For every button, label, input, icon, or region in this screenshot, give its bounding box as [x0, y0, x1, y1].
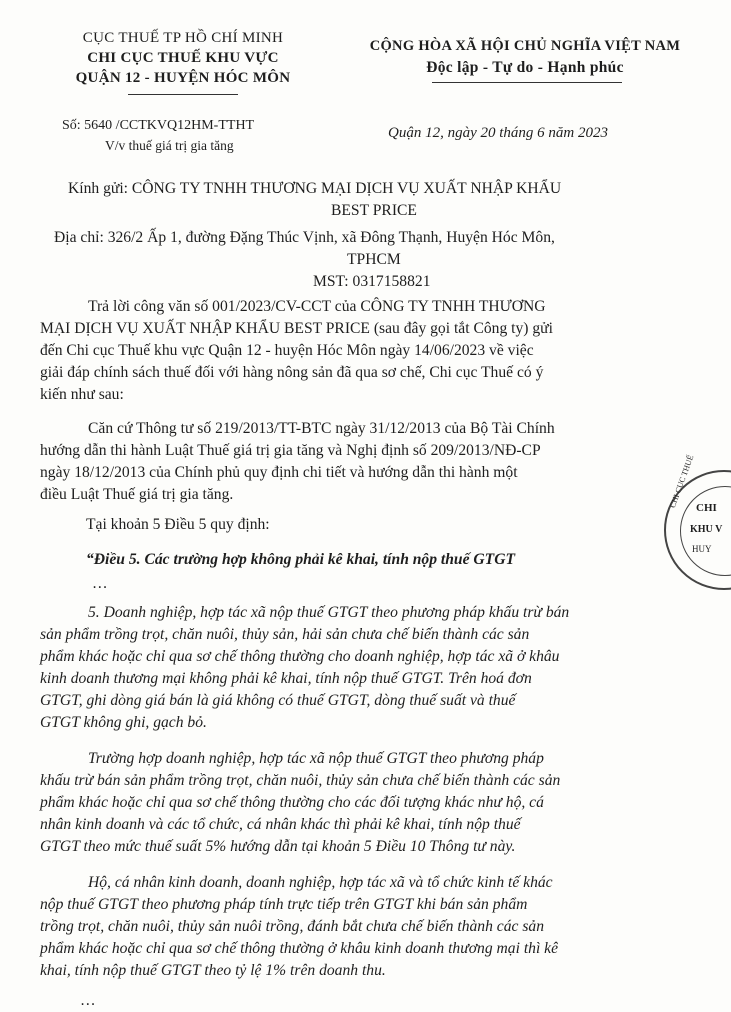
header-right-underline [432, 82, 622, 83]
text-line: đến Chi cục Thuế khu vực Quận 12 - huyện Hóc Môn ngày 14/06/2023 về việc [40, 342, 534, 359]
national-title: CỘNG HÒA XÃ HỘI CHỦ NGHĨA VIỆT NAM [369, 38, 681, 54]
stamp-text-2: KHU V [690, 524, 723, 535]
text-line: hướng dẫn thi hành Luật Thuế giá trị gia tăng và Nghị định số 209/2013/NĐ-CP [40, 442, 541, 459]
quote-clause-5-case-3 [40, 872, 706, 982]
text-line: nộp thuế GTGT theo phương pháp tính trực tiếp trên GTGT khi bán sản phẩm [40, 896, 528, 913]
quote-ellipsis-top: … [92, 575, 108, 592]
quote-heading: “Điều 5. Các trường hợp không phải kê khai, tính nộp thuế GTGT [86, 551, 515, 568]
quote-clause-5-case-2 [40, 748, 706, 858]
text-line: phẩm khác hoặc chỉ qua sơ chế thông thường cho doanh nghiệp, hợp tác xã ở khâu [40, 648, 560, 665]
text-line: Căn cứ Thông tư số 219/2013/TT-BTC ngày 31/12/2013 của Bộ Tài Chính [88, 420, 555, 437]
legal-basis-paragraph [40, 418, 706, 506]
recipient-address: Địa chỉ: 326/2 Ấp 1, đường Đặng Thúc Vịnh, xã Đông Thạnh, Huyện Hóc Môn, [54, 229, 555, 246]
text-line: kiến như sau: [40, 386, 124, 403]
text-line: 5. Doanh nghiệp, hợp tác xã nộp thuế GTGT theo phương pháp khấu trừ bán [88, 604, 570, 621]
recipient-tax-code: MST: 0317158821 [313, 273, 431, 290]
citation-intro: Tại khoản 5 Điều 5 quy định: [86, 516, 270, 533]
text-line: phẩm khác hoặc chỉ qua sơ chế thông thường cho các đối tượng khác như hộ, cá [40, 794, 544, 811]
official-stamp [664, 453, 731, 590]
document-number: Số: 5640 /CCTKVQ12HM-TTHT [62, 118, 255, 133]
recipient-line: Kính gửi: CÔNG TY TNHH THƯƠNG MẠI DỊCH VỤ XUẤT NHẬP KHẨU [68, 180, 562, 197]
text-line: sản phẩm trồng trọt, chăn nuôi, thủy sản, hải sản chưa chế biến thành các sản [40, 626, 530, 643]
text-line: phẩm khác hoặc chỉ qua sơ chế thông thường ở khâu kinh doanh thương mại thì kê [40, 940, 559, 957]
quote-ellipsis-bottom: … [80, 992, 96, 1009]
stamp-text-3: HUY [692, 544, 712, 554]
document-date: Quận 12, ngày 20 tháng 6 năm 2023 [388, 125, 608, 141]
text-line: Trường hợp doanh nghiệp, hợp tác xã nộp thuế GTGT theo phương pháp [88, 750, 544, 767]
stamp-ring-text: CHI CỤC THUẾ [668, 453, 696, 510]
header-left-underline [128, 94, 238, 95]
national-motto: Độc lập - Tự do - Hạnh phúc [426, 59, 624, 76]
reply-paragraph [40, 296, 706, 406]
text-line: GTGT, ghi dòng giá bán là giá không có thuế GTGT, dòng thuế suất và thuế [40, 692, 516, 709]
text-line: Hộ, cá nhân kinh doanh, doanh nghiệp, hợp tác xã và tổ chức kinh tế khác [88, 874, 553, 891]
text-line: điều Luật Thuế giá trị gia tăng. [40, 486, 234, 503]
agency-parent-name: CỤC THUẾ TP HỒ CHÍ MINH [82, 30, 284, 46]
text-line: khai, tính nộp thuế GTGT theo tỷ lệ 1% trên doanh thu. [40, 962, 386, 979]
text-line: khấu trừ bán sản phẩm trồng trọt, chăn nuôi, thủy sản chưa chế biến thành các sản [40, 772, 561, 789]
text-line: nhân kinh doanh và các tổ chức, cá nhân khác thì phải kê khai, tính nộp thuế [40, 816, 521, 833]
text-line: trồng trọt, chăn nuôi, thủy sản nuôi trồng, đánh bắt chưa chế biến thành các sản [40, 918, 544, 935]
agency-name-line1: CHI CỤC THUẾ KHU VỰC [87, 50, 279, 66]
text-line: ngày 18/12/2013 của Chính phủ quy định chi tiết và hướng dẫn thi hành một [40, 464, 518, 481]
document-subject: V/v thuế giá trị gia tăng [105, 138, 234, 153]
recipient-city: TPHCM [347, 251, 401, 268]
quote-clause-5 [40, 602, 706, 734]
text-line: giải đáp chính sách thuế đối với hàng nông sản đã qua sơ chế, Chi cục Thuế có ý [40, 364, 544, 381]
stamp-text-1: CHI [696, 502, 717, 514]
text-line: GTGT theo mức thuế suất 5% hướng dẫn tại khoản 5 Điều 10 Thông tư này. [40, 838, 516, 855]
text-line: MẠI DỊCH VỤ XUẤT NHẬP KHẨU BEST PRICE (sau đây gọi tắt Công ty) gửi [40, 320, 553, 337]
text-line: Trả lời công văn số 001/2023/CV-CCT của CÔNG TY TNHH THƯƠNG [88, 298, 546, 315]
text-line: kinh doanh thương mại không phải kê khai, tính nộp thuế GTGT. Trên hoá đơn [40, 670, 532, 687]
text-line: GTGT không ghi, gạch bỏ. [40, 714, 207, 731]
agency-name-line2: QUẬN 12 - HUYỆN HÓC MÔN [75, 70, 291, 86]
recipient-company-suffix: BEST PRICE [331, 202, 417, 219]
